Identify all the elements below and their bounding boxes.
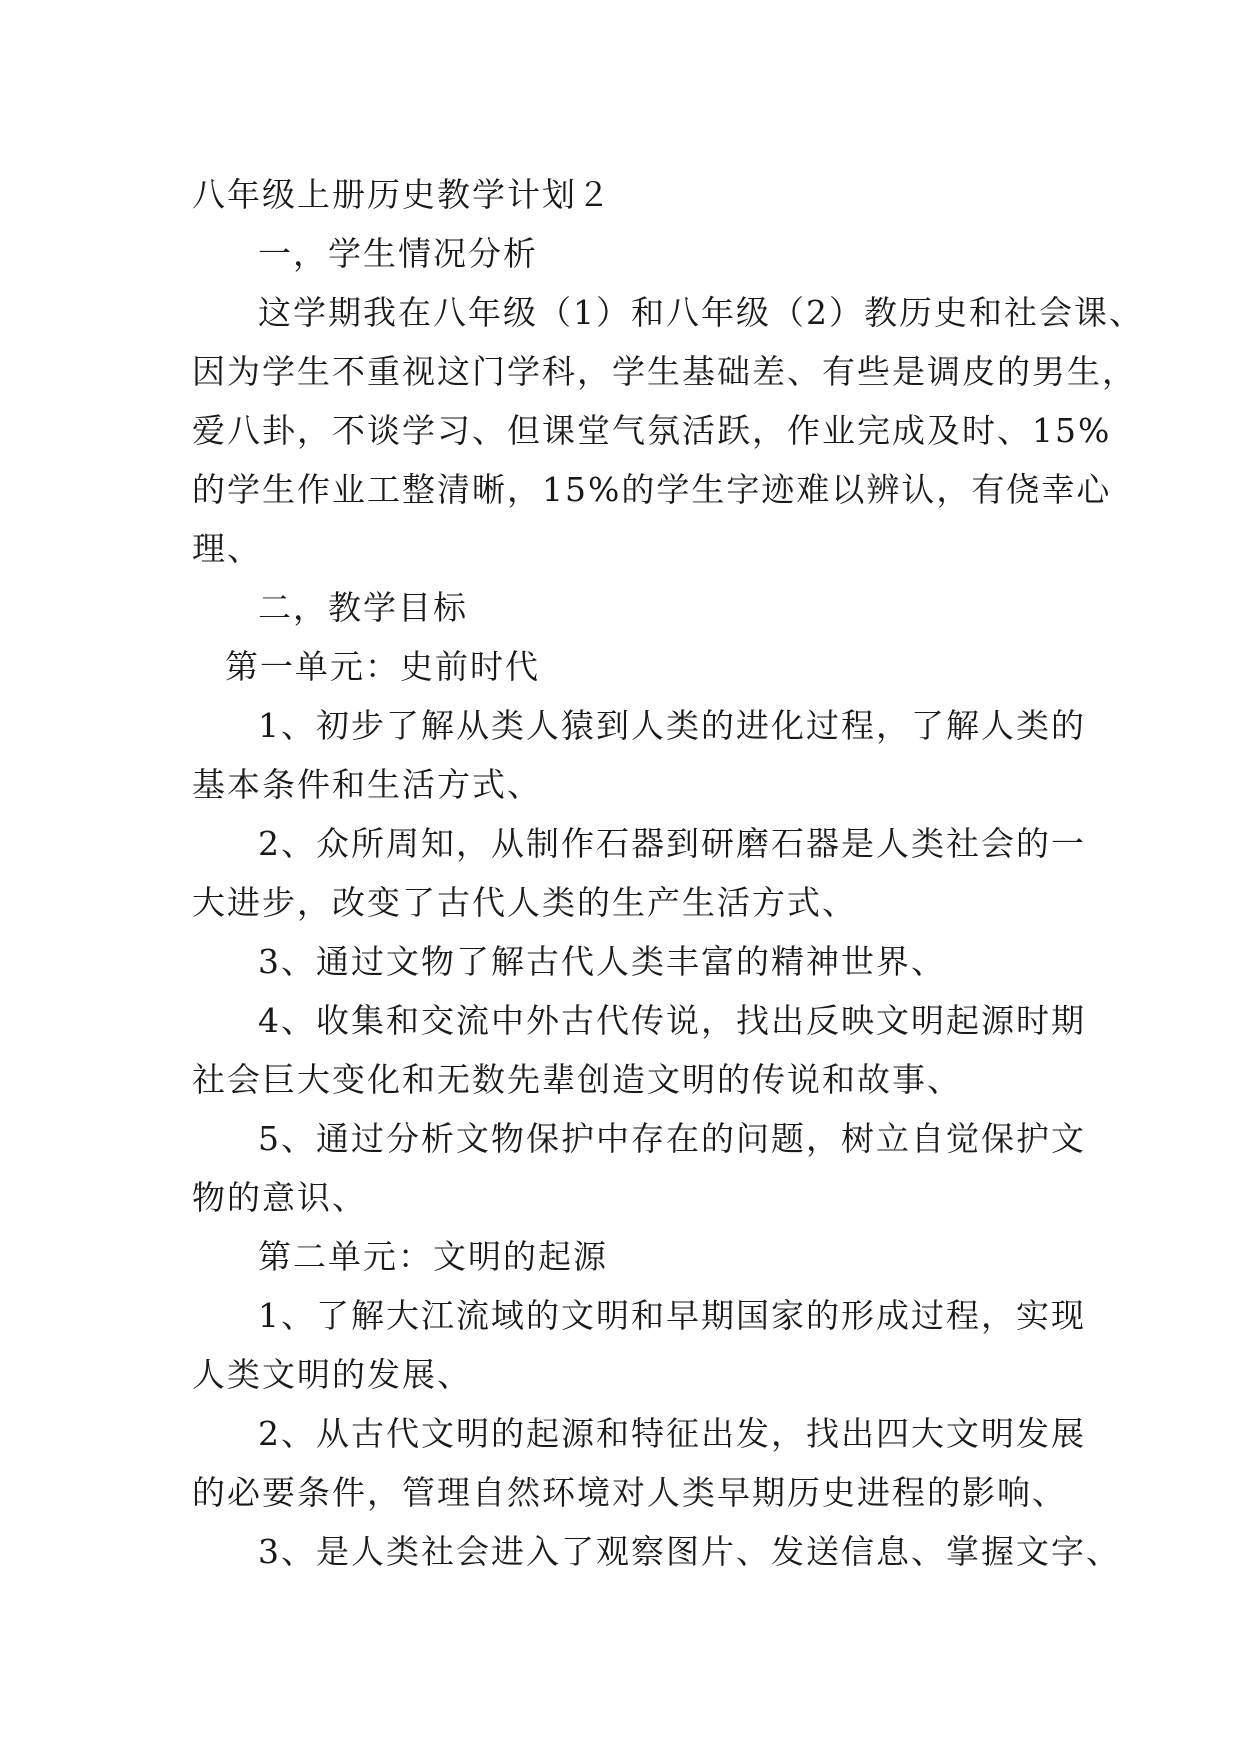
unit-heading: 第二单元：文明的起源 [258, 1237, 608, 1276]
list-item-continuation: 基本条件和生活方式、 [192, 765, 542, 804]
list-item-continuation: 社会巨大变化和无数先辈创造文明的传说和故事、 [192, 1060, 962, 1099]
list-item: 3、通过文物了解古代人类丰富的精神世界、 [258, 942, 946, 981]
section-heading: 二，教学目标 [258, 588, 468, 627]
list-item-continuation: 人类文明的发展、 [192, 1355, 472, 1394]
paragraph-line: 的学生作业工整清晰，15%的学生字迹难以辨认，有侥幸心 [192, 470, 1112, 509]
list-item: 1、了解大江流域的文明和早期国家的形成过程，实现 [258, 1296, 1086, 1335]
list-item-continuation: 的必要条件，管理自然环境对人类早期历史进程的影响、 [192, 1473, 1067, 1512]
section-heading: 一，学生情况分析 [258, 234, 538, 273]
list-item-continuation: 大进步，改变了古代人类的生产生活方式、 [192, 883, 857, 922]
list-item-continuation: 物的意识、 [192, 1178, 367, 1217]
unit-heading: 第一单元：史前时代 [225, 647, 540, 686]
list-item: 5、通过分析文物保护中存在的问题，树立自觉保护文 [258, 1119, 1086, 1158]
document-title: 八年级上册历史教学计划２ [192, 175, 612, 214]
list-item: 2、从古代文明的起源和特征出发，找出四大文明发展 [258, 1414, 1086, 1453]
list-item: 1、初步了解从类人猿到人类的进化过程，了解人类的 [258, 706, 1086, 745]
paragraph-line: 因为学生不重视这门学科，学生基础差、有些是调皮的男生， [192, 352, 1137, 391]
paragraph-line: 理、 [192, 529, 262, 568]
paragraph-line: 爱八卦，不谈学习、但课堂气氛活跃，作业完成及时、15% [192, 411, 1112, 450]
list-item: 2、众所周知，从制作石器到研磨石器是人类社会的一 [258, 824, 1086, 863]
list-item: 3、是人类社会进入了观察图片、发送信息、掌握文字、 [258, 1532, 1121, 1571]
list-item: 4、收集和交流中外古代传说，找出反映文明起源时期 [258, 1001, 1086, 1040]
document-body [192, 165, 1144, 1581]
paragraph-line: 这学期我在八年级（1）和八年级（2）教历史和社会课、 [258, 293, 1144, 332]
